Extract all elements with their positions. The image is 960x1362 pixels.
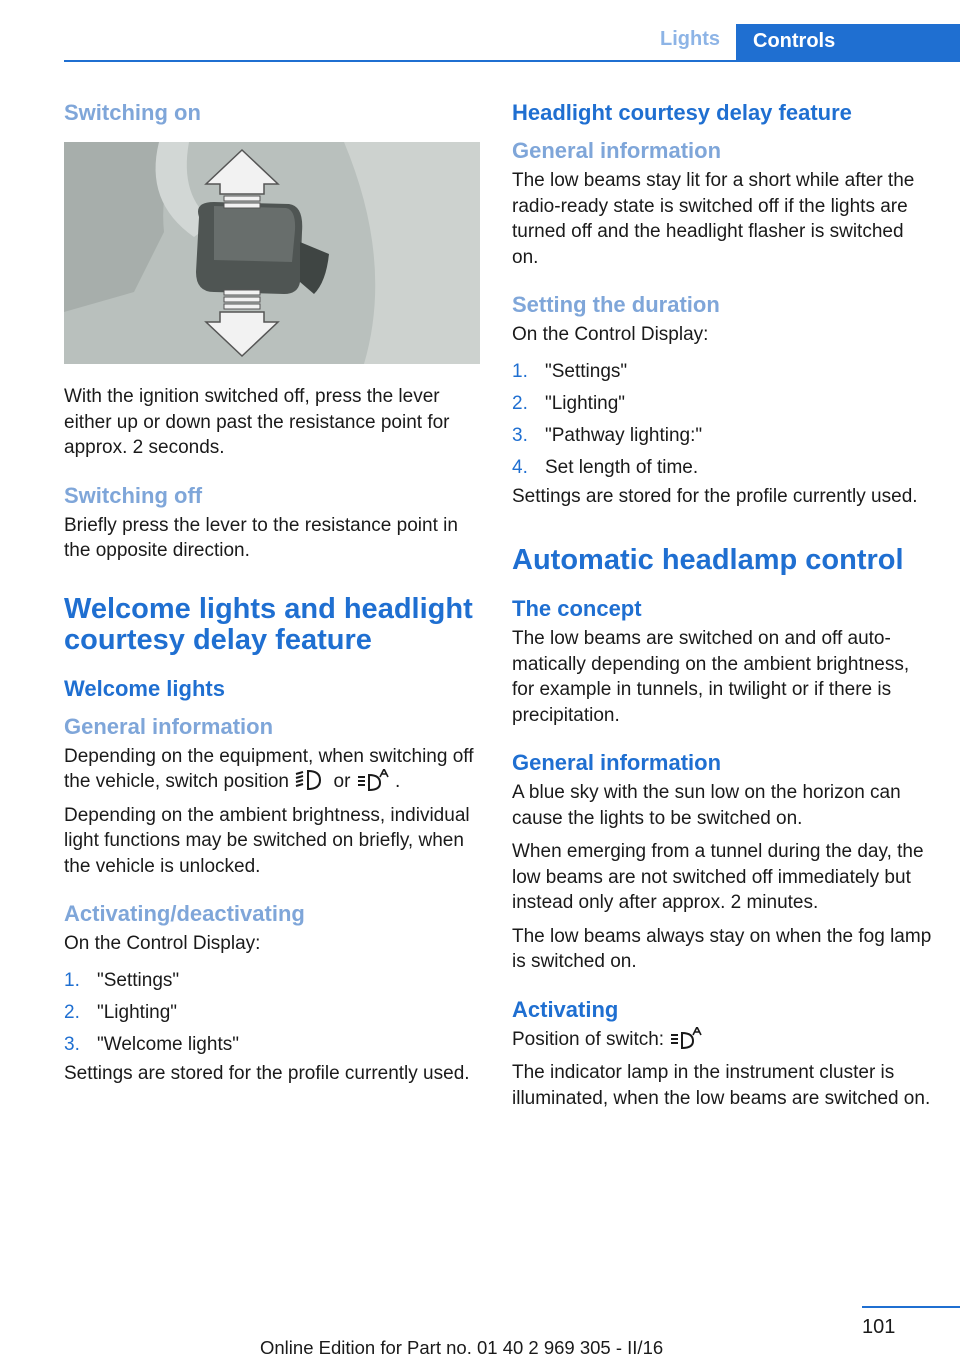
- list-item: [64, 965, 480, 997]
- welcome-lights-heading: Welcome lights: [64, 675, 225, 701]
- step-number: 2.: [512, 392, 528, 414]
- welcome-activating-heading: Activating/deactivating: [64, 901, 305, 926]
- list-item: [512, 452, 932, 484]
- step-label: "Settings": [545, 360, 628, 382]
- welcome-section-title: Welcome lights and headlight courtesy delay feature: [64, 592, 473, 656]
- step-number: 2.: [64, 1001, 80, 1023]
- courtesy-general-info-heading: General information: [512, 138, 722, 163]
- step-label: "Lighting": [97, 1001, 178, 1023]
- auto-general-info-text1: A blue sky with the sun low on the horizon can cause the lights to be switched on.: [512, 782, 901, 829]
- header-section-label: Lights: [660, 28, 720, 50]
- step-number: 3.: [512, 424, 528, 446]
- switching-off-heading: Switching off: [64, 482, 203, 508]
- footer-rule: [862, 1306, 960, 1308]
- activating-text-label: Position of switch:: [512, 1028, 665, 1050]
- auto-general-info-text2: When emerging from a tunnel during the day, the low beams are not switched off immediately but instead only after approx. 2 minutes.: [512, 841, 924, 913]
- duration-steps-list: [512, 356, 932, 484]
- courtesy-general-info-text: The low beams stay lit for a short while after the radio-ready state is switched off if the lights are turned off and the headlight flasher is switched on.: [512, 170, 915, 268]
- step-label: Set length of time.: [545, 456, 699, 478]
- welcome-activating-text: On the Control Display:: [64, 933, 261, 954]
- auto-general-info-heading: General information: [512, 750, 722, 775]
- step-label: "Lighting": [545, 392, 626, 414]
- activating-text2: The indicator lamp in the instrument cluster is illuminated, when the low beams are switched on.: [512, 1062, 931, 1109]
- welcome-stored-text: Settings are stored for the profile currently used.: [64, 1062, 470, 1084]
- duration-text: On the Control Display:: [512, 324, 709, 345]
- welcome-general-info-text2: Depending on the ambient brightness, individual light functions may be switched on briefly, when the vehicle is unlocked.: [64, 804, 470, 877]
- automatic-headlight-icon: [669, 1027, 703, 1049]
- step-number: 1.: [64, 969, 80, 991]
- list-item: [512, 356, 932, 388]
- welcome-steps-list: [64, 965, 480, 1061]
- edition-note: Online Edition for Part no. 01 40 2 969 305 - II/16: [260, 1337, 664, 1358]
- activating-heading: Activating: [512, 996, 619, 1022]
- step-label: "Settings": [97, 969, 180, 991]
- activating-text: [512, 1027, 932, 1053]
- list-item: [512, 388, 932, 420]
- step-number: 3.: [64, 1033, 80, 1055]
- duration-heading: Setting the duration: [512, 292, 720, 317]
- list-item: [64, 997, 480, 1029]
- welcome-general-info-text: [64, 744, 480, 795]
- step-label: "Pathway lighting:": [545, 424, 703, 446]
- switching-on-text: With the ignition switched off, press the lever either up or down past the resistance point for approx. 2 seconds.: [64, 386, 450, 458]
- auto-headlamp-title: Automatic headlamp control: [512, 544, 904, 576]
- welcome-gi-text-part: Depending on the equipment, when switching off the vehicle, switch position: [64, 745, 474, 792]
- welcome-general-info-heading: General information: [64, 713, 274, 739]
- parking-light-icon: [294, 769, 328, 791]
- header-rule: [64, 60, 960, 62]
- right-column: [512, 100, 932, 1111]
- switching-on-heading: Switching on: [64, 100, 201, 125]
- switching-off-text: Briefly press the lever to the resistance point in the opposite direction.: [64, 514, 458, 561]
- list-item: [512, 420, 932, 452]
- courtesy-heading: Headlight courtesy delay feature: [512, 100, 852, 125]
- list-item: [64, 1029, 480, 1061]
- step-number: 1.: [512, 360, 528, 382]
- concept-text: The low beams are switched on and off automatically depending on the ambient brightness, for example in tunnels, in twilight or if there is precipitation.: [512, 628, 910, 726]
- concept-heading: The concept: [512, 596, 642, 621]
- automatic-headlight-icon: [356, 769, 390, 791]
- header-chapter-tab: Controls: [736, 24, 960, 62]
- lever-illustration: [64, 142, 480, 364]
- welcome-gi-text-or: or: [333, 771, 351, 792]
- auto-general-info-text3: The low beams always stay on when the fog lamp is switched on.: [512, 925, 932, 972]
- step-number: 4.: [512, 456, 528, 478]
- left-column: [64, 100, 480, 1086]
- welcome-gi-text-end: .: [394, 771, 401, 792]
- step-label: "Welcome lights": [97, 1033, 239, 1055]
- page-number: 101: [862, 1316, 896, 1338]
- duration-stored-text: Settings are stored for the profile currently used.: [512, 485, 918, 507]
